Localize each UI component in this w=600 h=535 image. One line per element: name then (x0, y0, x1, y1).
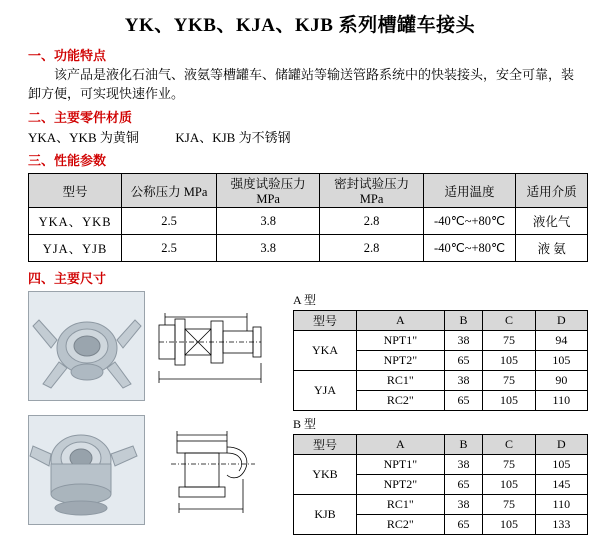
dim-a-group-1: YJA (294, 371, 357, 411)
dim-b-r0-c1: NPT1" (357, 455, 445, 475)
perf-r1-c0: YJA、YJB (29, 235, 122, 262)
perf-r1-c4: -40℃~+80℃ (423, 235, 515, 262)
product-photo-b (28, 415, 145, 525)
dim-a-r3-c1: RC2" (357, 391, 445, 411)
dim-b-col-1: A (357, 435, 445, 455)
coupling-photo-a-graphic (29, 292, 144, 400)
dim-b-r1-c2: 65 (444, 475, 483, 495)
dim-a-col-2: B (444, 311, 483, 331)
dim-a-r0-c4: 94 (535, 331, 587, 351)
dim-a-col-0: 型号 (294, 311, 357, 331)
dim-b-r2-c2: 38 (444, 495, 483, 515)
dim-a-r2-c4: 90 (535, 371, 587, 391)
dim-b-col-4: D (535, 435, 587, 455)
perf-col-4: 适用温度 (423, 174, 515, 208)
technical-drawing-a (151, 291, 271, 399)
dimension-table-b-wrap (293, 415, 588, 535)
dim-b-r2-c4: 110 (535, 495, 587, 515)
dimension-table-a-label: A 型 (293, 293, 317, 308)
dim-a-r0-c3: 75 (483, 331, 535, 351)
dim-b-r0-c2: 38 (444, 455, 483, 475)
dim-b-col-0: 型号 (294, 435, 357, 455)
dim-b-col-3: C (483, 435, 535, 455)
dim-b-r3-c3: 105 (483, 515, 535, 535)
dim-a-r1-c4: 105 (535, 351, 587, 371)
perf-r1-c3: 2.8 (320, 235, 423, 262)
dim-b-r0-c4: 105 (535, 455, 587, 475)
table-header-row (294, 311, 588, 331)
dim-b-r3-c2: 65 (444, 515, 483, 535)
perf-r0-c5: 液化气 (516, 208, 588, 235)
section-heading-performance: 三、性能参数 (28, 153, 107, 169)
dim-a-r3-c3: 105 (483, 391, 535, 411)
perf-r1-c5: 液 氨 (516, 235, 588, 262)
dim-b-r1-c3: 105 (483, 475, 535, 495)
coupling-drawing-b-graphic (151, 415, 271, 523)
perf-r1-c1: 2.5 (122, 235, 217, 262)
dim-a-col-4: D (535, 311, 587, 331)
product-photo-a (28, 291, 145, 401)
page-title: YK、YKB、KJA、KJB 系列槽罐车接头 (124, 15, 476, 36)
dim-b-r3-c4: 133 (535, 515, 587, 535)
dim-a-r2-c3: 75 (483, 371, 535, 391)
dim-a-col-3: C (483, 311, 535, 331)
dim-b-group-1: KJB (294, 495, 357, 535)
perf-r0-c0: YKA、YKB (29, 208, 122, 235)
coupling-drawing-a-graphic (151, 291, 271, 399)
dim-a-r2-c2: 38 (444, 371, 483, 391)
dim-a-group-0: YKA (294, 331, 357, 371)
dim-b-col-2: B (444, 435, 483, 455)
dimension-table-a-wrap (293, 291, 588, 411)
dim-b-r2-c1: RC1" (357, 495, 445, 515)
table-row (29, 208, 588, 235)
table-row (294, 495, 588, 515)
dim-a-r2-c1: RC1" (357, 371, 445, 391)
document-page (0, 10, 600, 532)
table-header-row (294, 435, 588, 455)
perf-r0-c3: 2.8 (320, 208, 423, 235)
dim-b-r1-c1: NPT2" (357, 475, 445, 495)
dim-a-r1-c1: NPT2" (357, 351, 445, 371)
technical-drawing-b (151, 415, 271, 523)
dim-a-r0-c2: 38 (444, 331, 483, 351)
dimension-table-a (293, 310, 588, 411)
materials-line (28, 128, 590, 148)
features-body: 该产品是液化石油气、液氨等槽罐车、储罐站等输送管路系统中的快装接头，安全可靠，装卸方便，可实现快速作业。 (28, 67, 575, 101)
perf-col-2: 强度试验压力 MPa (216, 174, 319, 208)
perf-r1-c2: 3.8 (216, 235, 319, 262)
dim-b-r0-c3: 75 (483, 455, 535, 475)
table-row (294, 371, 588, 391)
dim-b-group-0: YKB (294, 455, 357, 495)
materials-left: YKA、YKB 为黄铜 (28, 129, 139, 145)
dimension-row-a (28, 291, 590, 411)
dimension-row-b (28, 415, 590, 535)
dim-a-r3-c4: 110 (535, 391, 587, 411)
perf-col-1: 公称压力 MPa (122, 174, 217, 208)
table-header-row (29, 174, 588, 208)
materials-right: KJA、KJB 为不锈钢 (175, 129, 291, 145)
dimension-table-b-label: B 型 (293, 417, 317, 432)
dim-a-r1-c2: 65 (444, 351, 483, 371)
dim-a-col-1: A (357, 311, 445, 331)
perf-col-5: 适用介质 (516, 174, 588, 208)
table-row (294, 455, 588, 475)
dim-a-r0-c1: NPT1" (357, 331, 445, 351)
perf-r0-c4: -40℃~+80℃ (423, 208, 515, 235)
dim-b-r3-c1: RC2" (357, 515, 445, 535)
performance-table-wrap (28, 173, 590, 262)
table-row (294, 331, 588, 351)
dim-a-r3-c2: 65 (444, 391, 483, 411)
perf-r0-c1: 2.5 (122, 208, 217, 235)
dimension-table-b (293, 434, 588, 535)
table-row (29, 235, 588, 262)
section-heading-materials: 二、主要零件材质 (28, 109, 133, 125)
section-heading-dimensions: 四、主要尺寸 (28, 271, 107, 287)
perf-col-0: 型号 (29, 174, 122, 208)
perf-r0-c2: 3.8 (216, 208, 319, 235)
dimensions-area (10, 291, 590, 535)
dim-b-r2-c3: 75 (483, 495, 535, 515)
section-heading-features: 一、功能特点 (28, 48, 107, 63)
dim-b-r1-c4: 145 (535, 475, 587, 495)
dim-a-r1-c3: 105 (483, 351, 535, 371)
coupling-photo-b-graphic (29, 416, 144, 524)
perf-col-3: 密封试验压力 MPa (320, 174, 423, 208)
performance-table (28, 173, 588, 262)
